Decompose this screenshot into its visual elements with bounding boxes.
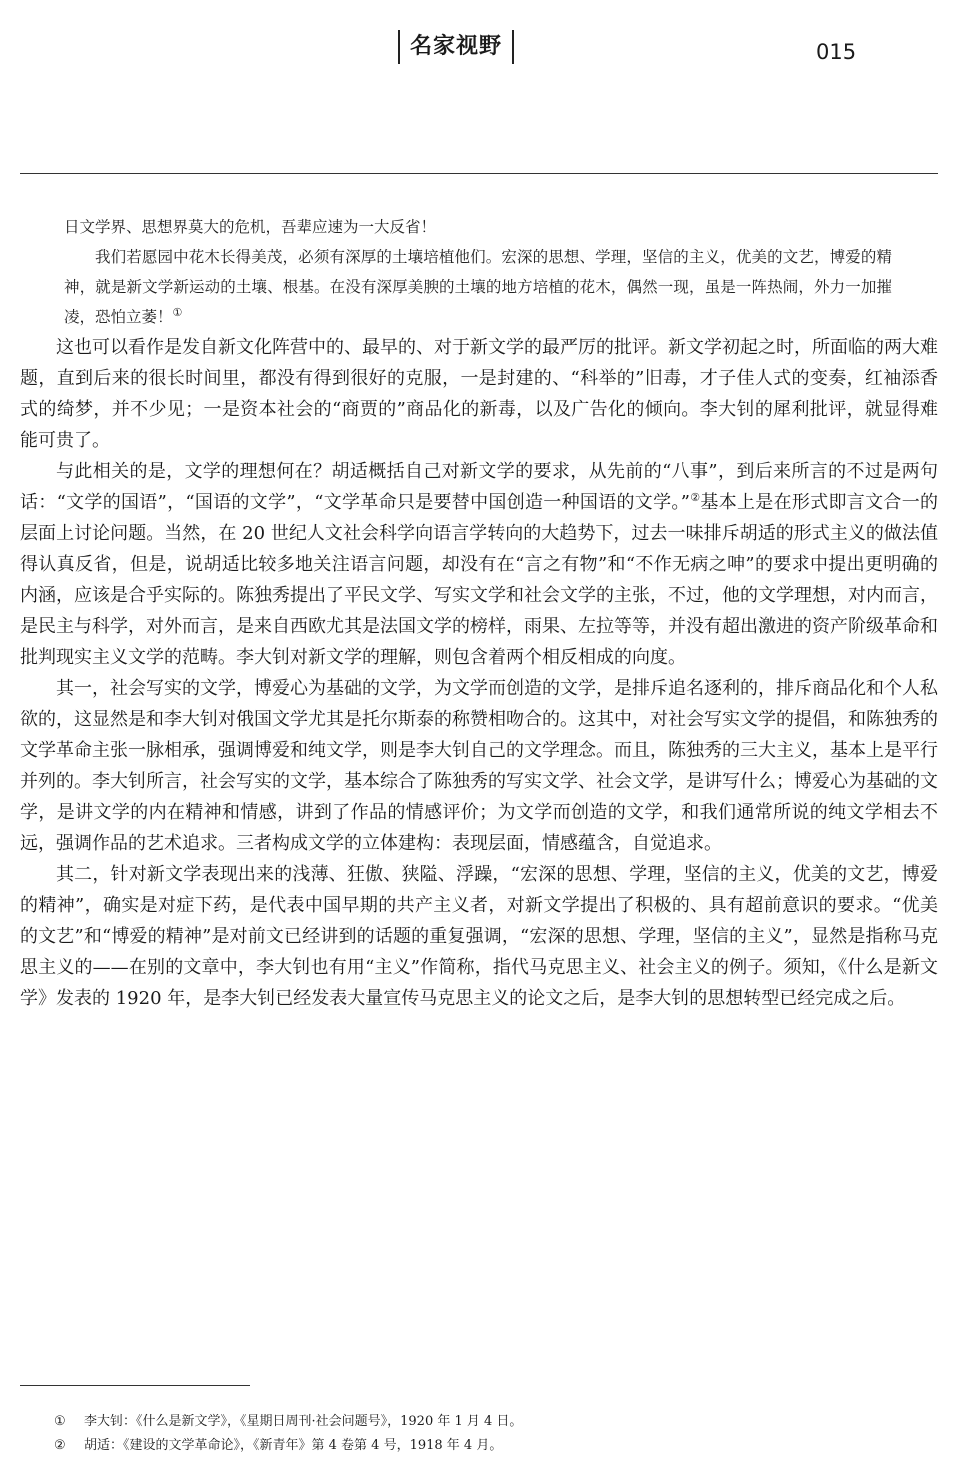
paragraph: 其一，社会写实的文学，博爱心为基础的文学，为文学而创造的文学，是排斥追名逐利的，排斥商品化和个人私欲的，这显然是和李大钊对俄国文学尤其是托尔斯泰的称赞相吻合的。这其中，对社会写实文学的提倡，和陈独秀的文学革命主张一脉相承，强调博爱和纯文学，则是李大钊自己的文学理念。而且，陈独秀的三大主义，基本上是平行并列的。李大钊所言，社会写实的文学，基本综合了陈独秀的写实文学、社会文学，是讲写什么；博爱心为基础的文学，是讲文学的内在精神和情感，讲到了作品的情感评价；为文学而创造的文学，和我们通常所说的纯文学相去不远，强调作品的艺术追求。三者构成文学的立体建构：表现层面，情感蕴含，自觉追求。 — [20, 678, 938, 854]
paragraph — [20, 456, 938, 673]
paragraph-text: 基本上是在形式即言文合一的层面上讨论问题。当然，在 20 世纪人文社会科学向语言学转向的大趋势下，过去一味排斥胡适的形式主义的做法值得认真反省，但是，说胡适比较多地关注语言问题，却没有在“言之有物”和“不作无病之呻”的要求中提出更明确的内涵，应该是合乎实际的。陈独秀提出了平民文学、写实文学和社会文学的主张，不过，他的文学理想，对内而言，是民主与科学，对外而言，是来自西欧尤其是法国文学的榜样，雨果、左拉等等，并没有超出激进的资产阶级革命和批判现实主义文学的范畴。李大钊对新文学的理解，则包含着两个相反相成的向度。 — [20, 492, 938, 668]
footnote-text: 李大钊：《什么是新文学》，《星期日周刊·社会问题号》，1920 年 1 月 4 日。 — [84, 1414, 523, 1429]
footnote-ref-2: ② — [689, 491, 701, 504]
footnotes — [54, 1410, 914, 1458]
section-title: 名家视野 — [398, 30, 514, 64]
paragraph-text: 与此相关的是，文学的理想何在？胡适概括自己对新文学的要求，从先前的“八事”，到后来所言的不过是两句话：“文学的国语”，“国语的文学”，“文学革命只是要替中国创造一种国语的文学。” — [20, 461, 938, 513]
quote-paragraph — [64, 242, 892, 332]
quote-line: 日文学界、思想界莫大的危机，吾辈应速为一大反省！ — [64, 218, 437, 236]
main-text — [20, 212, 938, 1014]
page-number: 015 — [816, 40, 857, 64]
footnote-text: 胡适：《建设的文学革命论》，《新青年》第 4 卷第 4 号，1918 年 4 月。 — [84, 1438, 503, 1453]
footnote — [54, 1434, 914, 1458]
footnote-rule — [20, 1385, 250, 1386]
footnote — [54, 1410, 914, 1434]
header-rule — [20, 173, 938, 174]
paragraph: 其二，针对新文学表现出来的浅薄、狂傲、狭隘、浮躁，“宏深的思想、学理，坚信的主义，优美的文艺，博爱的精神”，确实是对症下药，是代表中国早期的共产主义者，对新文学提出了积极的、具有超前意识的要求。“优美的文艺”和“博爱的精神”是对前文已经讲到的话题的重复强调，“宏深的思想、学理，坚信的主义”，显然是指称马克思主义的——在别的文章中，李大钊也有用“主义”作简称，指代马克思主义、社会主义的例子。须知，《什么是新文学》发表的 1920 年，是李大钊已经发表大量宣传马克思主义的论文之后，是李大钊的思想转型已经完成之后。 — [20, 864, 938, 1009]
quote-paragraph-text: 我们若愿园中花木长得美茂，必须有深厚的土壤培植他们。宏深的思想、学理，坚信的主义，优美的文艺，博爱的精神，就是新文学新运动的土壤、根基。在没有深厚美腴的土壤的地方培植的花木，偶然一现，虽是一阵热闹，外力一加摧凌，恐怕立萎！ — [64, 248, 892, 326]
block-quote — [20, 212, 938, 332]
footnote-ref-1: ① — [172, 305, 183, 319]
footnote-mark: ② — [54, 1438, 66, 1453]
footnote-mark: ① — [54, 1414, 66, 1429]
paragraph: 这也可以看作是发自新文化阵营中的、最早的、对于新文学的最严厉的批评。新文学初起之时，所面临的两大难题，直到后来的很长时间里，都没有得到很好的克服，一是封建的、“科举的”旧毒，才子佳人式的变奏，红袖添香式的绮梦，并不少见；一是资本社会的“商贾的”商品化的新毒，以及广告化的倾向。李大钊的犀利批评，就显得难能可贵了。 — [20, 337, 938, 451]
page-header — [0, 0, 958, 174]
